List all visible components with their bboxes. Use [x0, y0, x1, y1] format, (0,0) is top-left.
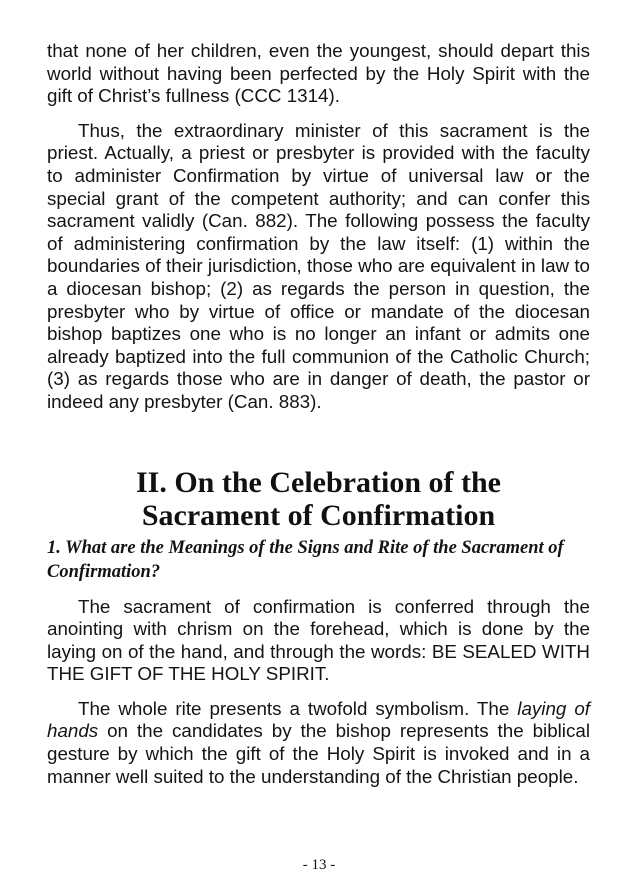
section-heading — [47, 466, 590, 532]
section-heading-line-1: II. On the Celebration of the — [136, 465, 501, 499]
paragraph-extraordinary-minister: Thus, the extraordinary minister of this sacrament is the priest. Actually, a priest or presbyter is provided with the faculty to administer Confirmation by virtue of universal law or the special grant of the competent authority; and can confer this sacrament validly (Can. 882). The following possess the faculty of administering confirmation by the law itself: (1) within the boundaries of their jurisdiction, those who are equivalent in law to a diocesan bishop; (2) as regards the person in question, the presbyter who by virtue of office or mandate of the diocesan bishop baptizes one who is no longer an infant or admits one already baptized into the full communion of the Catholic Church; (3) as regards those who are in danger of death, the pastor or indeed any presbyter (Can. 883). — [47, 119, 590, 412]
paragraph-symbolism — [47, 698, 590, 788]
paragraph-symbolism-rest: on the candidates by the bishop represents the biblical gesture by which the gift of the Holy Spirit is invoked and in a manner well suited to the understanding of the Christian people. — [47, 720, 590, 787]
paragraph-conferral: The sacrament of confirmation is conferred through the anointing with chrism on the forehead, which is done by the laying on of the hand, and through the words: BE SEALED WITH THE GIFT OF THE HOLY SPIRIT. — [47, 595, 590, 685]
question-subheading: 1. What are the Meanings of the Signs and Rite of the Sacrament of Confirmation? — [47, 537, 564, 582]
section-heading-line-2: Sacrament of Confirmation — [141, 498, 496, 532]
paragraph-symbolism-intro: The whole rite presents a twofold symbolism. The — [78, 697, 518, 719]
paragraph-continuation: that none of her children, even the youngest, should depart this world without having been perfected by the Holy Spirit with the gift of Christ’s fullness (CCC 1314). — [47, 40, 590, 107]
paragraph-symbolism-italic-term: laying of hands — [47, 697, 590, 742]
page-body — [47, 40, 590, 788]
page-number: - 13 - — [302, 857, 336, 873]
